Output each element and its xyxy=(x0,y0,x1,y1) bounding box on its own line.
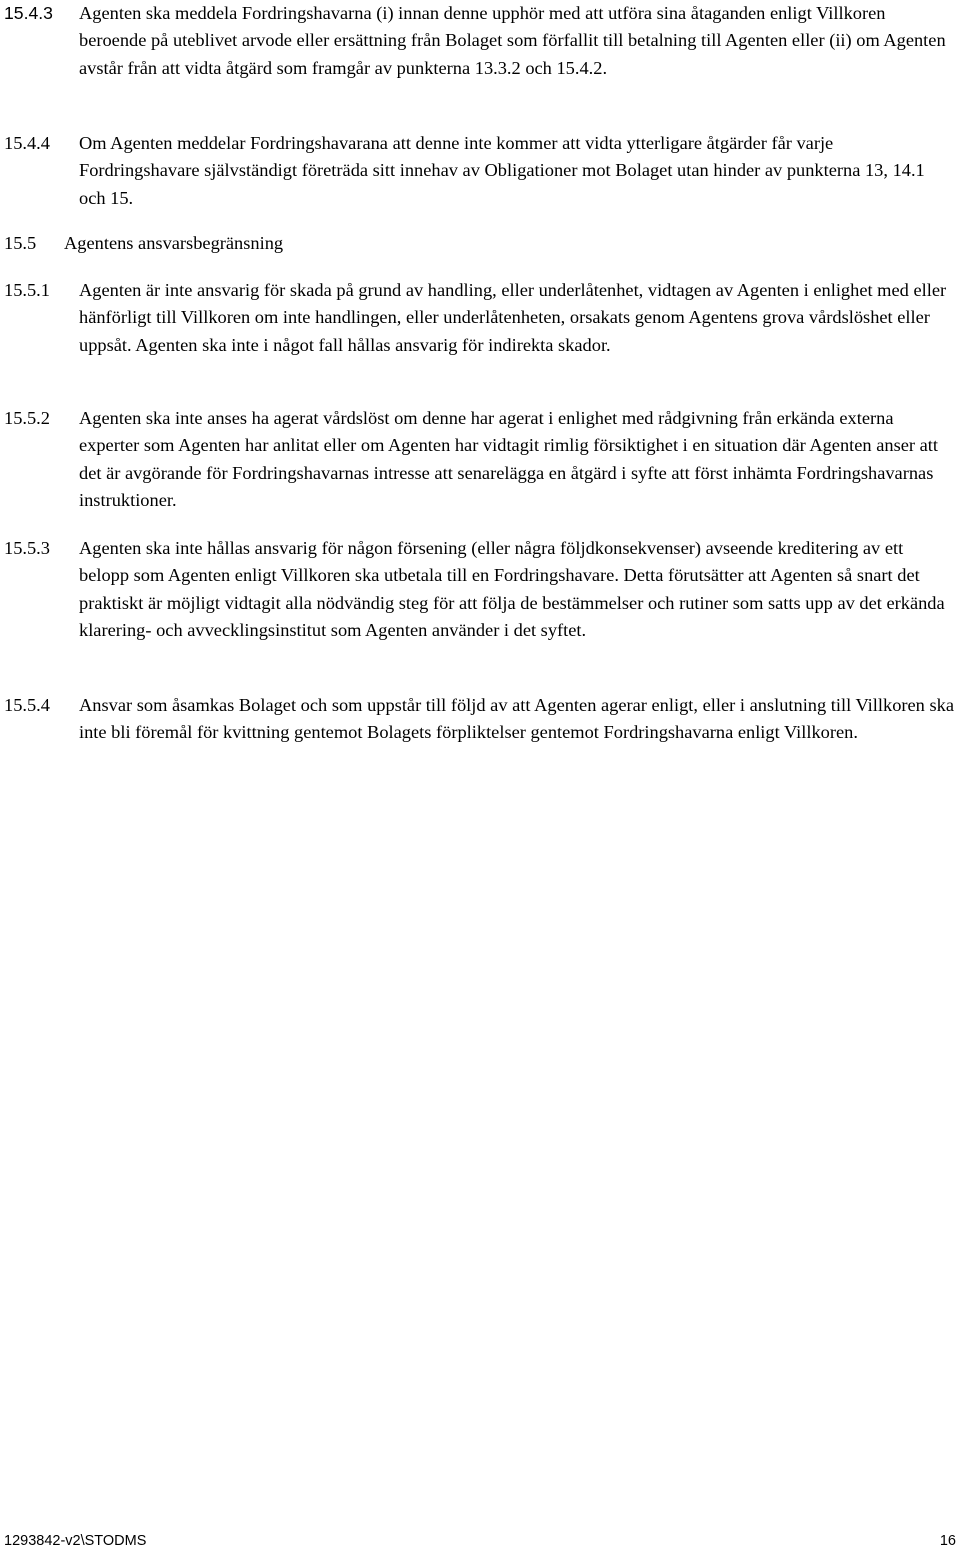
section-title: Agentens ansvarsbegränsning xyxy=(64,233,284,253)
footer-document-id: 1293842-v2\STODMS xyxy=(4,1533,147,1549)
clause-15-4-3 xyxy=(4,0,954,82)
clause-text: Ansvar som åsamkas Bolaget och som uppstår till följd av att Agenten agerar enligt, eller i anslutning till Villkoren ska inte bli föremål för kvittning gentemot Bolagets förpliktelser gentemot Fordringshavarna enligt Villkoren. xyxy=(79,695,954,743)
clause-text: Agenten är inte ansvarig för skada på grund av handling, eller underlåtenhet, vidtagen av Agenten i enlighet med eller hänförligt till Villkoren om inte handlingen, eller underlåtenheten, orsakats genom Agentens grova vårdslöshet eller uppsåt. Agenten ska inte i något fall hållas ansvarig för indirekta skador. xyxy=(79,280,947,355)
clause-15-5-3 xyxy=(4,535,954,645)
footer-page-number: 16 xyxy=(939,1533,956,1549)
clause-number: 15.5.2 xyxy=(4,408,50,428)
clause-15-5-4 xyxy=(4,692,954,747)
section-number: 15.5 xyxy=(4,233,37,253)
section-heading-15-5 xyxy=(4,230,954,257)
clause-15-5-1 xyxy=(4,277,954,359)
clause-text: Agenten ska inte anses ha agerat vårdslöst om denne har agerat i enlighet med rådgivning från erkända externa experter som Agenten har anlitat eller om Agenten har vidtagit rimlig försiktighet i en situation där Agenten anser att det är avgörande för Fordringshavarnas intresse att senarelägga en åtgärd i syfte att först inhämta Fordringshavarnas instruktioner. xyxy=(79,408,939,511)
clause-number: 15.4.4 xyxy=(4,133,50,153)
clause-number: 15.5.1 xyxy=(4,280,50,300)
clause-text: Agenten ska inte hållas ansvarig för någon försening (eller några följdkonsekvenser) avseende kreditering av ett belopp som Agenten enligt Villkoren ska utbetala till en Fordringshavare. Detta förutsätter att Agenten så snart det praktiskt är möjligt vidtagit alla nödvändig steg för att följa de bestämmelser och rutiner som satts upp av det erkända klarering- och avvecklingsinstitut som Agenten använder i det syftet. xyxy=(79,538,945,641)
clause-15-4-4 xyxy=(4,130,954,212)
clause-number: 15.4.3 xyxy=(4,3,53,23)
clause-number: 15.5.3 xyxy=(4,538,50,558)
clause-number: 15.5.4 xyxy=(4,695,50,715)
clause-text: Agenten ska meddela Fordringshavarna (i) innan denne upphör med att utföra sina åtaganden enligt Villkoren beroende på uteblivet arvode eller ersättning från Bolaget som förfallit till betalning till Agenten eller (ii) om Agenten avstår från att vidta åtgärd som framgår av punkterna 13.3.2 och 15.4.2. xyxy=(79,3,946,78)
clause-text: Om Agenten meddelar Fordringshavarana att denne inte kommer att vidta ytterligare åtgärder får varje Fordringshavare självständigt företräda sitt innehav av Obligationer mot Bolaget utan hinder av punkterna 13, 14.1 och 15. xyxy=(79,133,925,208)
clause-15-5-2 xyxy=(4,405,954,515)
